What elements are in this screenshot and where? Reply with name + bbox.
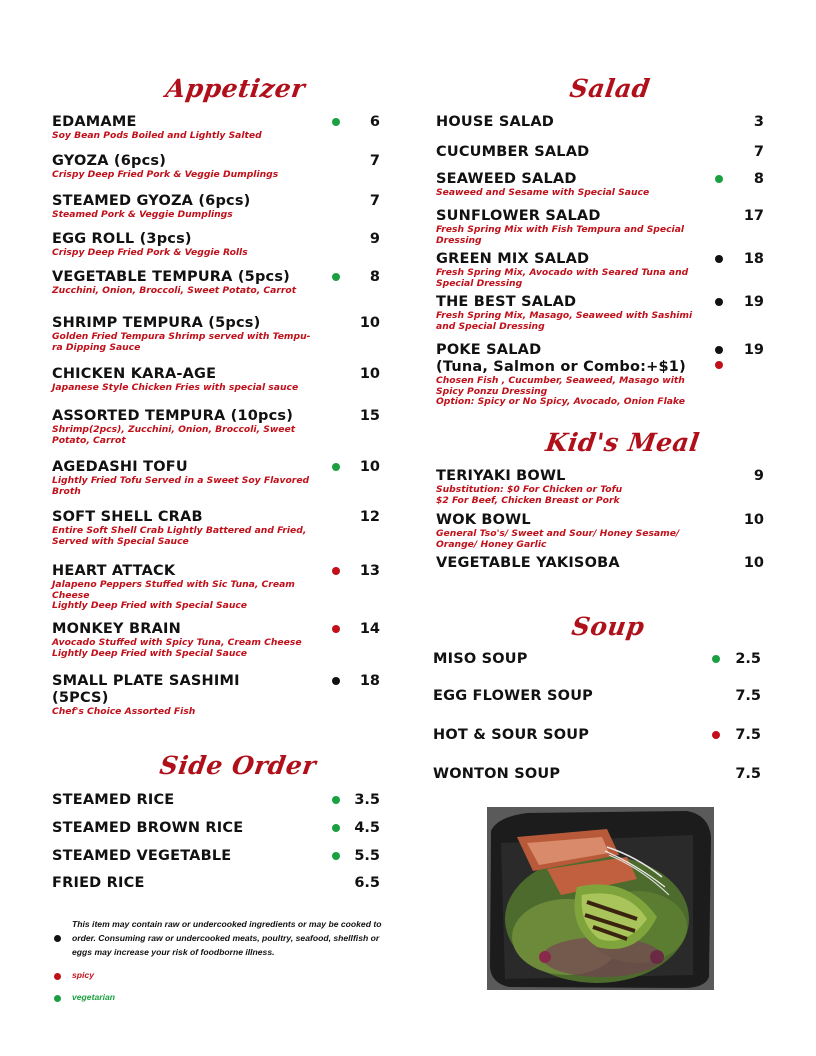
vegetarian-marker-icon <box>332 273 340 281</box>
item-name: THE BEST SALAD <box>436 294 577 310</box>
raw-marker-icon <box>715 255 723 263</box>
raw-marker-icon <box>332 677 340 685</box>
item-price: 8 <box>753 171 764 187</box>
item-price: 7 <box>753 144 764 160</box>
item-price: 7.5 <box>735 727 761 743</box>
item-price: 7 <box>369 193 380 209</box>
menu-item <box>52 673 322 718</box>
menu-item <box>436 171 706 199</box>
menu-item <box>52 848 231 865</box>
item-name: STEAMED GYOZA (6pcs) <box>52 193 251 209</box>
menu-item <box>433 766 560 783</box>
vegetarian-marker-icon <box>332 118 340 126</box>
menu-item <box>52 193 342 221</box>
menu-item <box>436 555 716 572</box>
item-description: Substitution: $0 For Chicken or Tofu $2 For Beef, Chicken Breast or Pork <box>436 484 623 506</box>
item-price: 9 <box>753 468 764 484</box>
item-name: MISO SOUP <box>433 651 528 667</box>
item-name: SHRIMP TEMPURA (5pcs) <box>52 315 261 331</box>
item-description: Fresh Spring Mix, Avocado with Seared Tuna and Special Dressing <box>436 267 689 289</box>
item-price: 5.5 <box>354 848 380 864</box>
item-description: General Tso's/ Sweet and Sour/ Honey Sesame/ Orange/ Honey Garlic <box>436 528 680 550</box>
menu-item <box>436 294 706 332</box>
item-price: 4.5 <box>354 820 380 836</box>
menu-item <box>433 651 528 668</box>
item-name: SEAWEED SALAD <box>436 171 577 187</box>
vegetarian-marker-icon <box>332 463 340 471</box>
salad-photo-illustration <box>487 807 714 990</box>
spicy-marker-icon <box>332 567 340 575</box>
item-name: WOK BOWL <box>436 512 531 528</box>
item-name: HOUSE SALAD <box>436 114 554 130</box>
item-name: VEGETABLE YAKISOBA <box>436 555 620 571</box>
menu-item <box>433 688 593 705</box>
item-price: 13 <box>359 563 380 579</box>
item-price: 3 <box>753 114 764 130</box>
spicy-legend-label: spicy <box>72 970 94 980</box>
menu-item <box>52 153 342 181</box>
raw-legend-icon <box>54 935 61 942</box>
item-name: GREEN MIX SALAD <box>436 251 590 267</box>
item-price: 10 <box>359 366 380 382</box>
item-price: 12 <box>359 509 380 525</box>
item-price: 18 <box>743 251 764 267</box>
item-price: 9 <box>369 231 380 247</box>
item-name: SUNFLOWER SALAD <box>436 208 601 224</box>
item-name: FRIED RICE <box>52 875 145 891</box>
menu-item <box>436 468 716 506</box>
item-price: 10 <box>743 512 764 528</box>
vegetarian-legend-label: vegetarian <box>72 992 115 1002</box>
item-name: STEAMED VEGETABLE <box>52 848 232 864</box>
menu-item <box>52 408 342 446</box>
item-description: Avocado Stuffed with Spicy Tuna, Cream Cheese Lightly Deep Fried with Special Sauce <box>52 637 302 659</box>
item-price: 3.5 <box>354 792 380 808</box>
item-price: 18 <box>359 673 380 689</box>
item-name: TERIYAKI BOWL <box>436 468 566 484</box>
item-description: Zucchini, Onion, Broccoli, Sweet Potato, Carrot <box>52 285 297 296</box>
item-name: HOT & SOUR SOUP <box>433 727 590 743</box>
item-price: 7.5 <box>735 766 761 782</box>
item-price: 6.5 <box>354 875 380 891</box>
item-name: WONTON SOUP <box>433 766 561 782</box>
item-description: Steamed Pork & Veggie Dumplings <box>52 209 233 220</box>
item-price: 7.5 <box>735 688 761 704</box>
menu-item <box>52 231 342 259</box>
raw-marker-icon <box>715 346 723 354</box>
salad-title: Salad <box>567 74 652 103</box>
item-price: 8 <box>369 269 380 285</box>
menu-item <box>52 875 145 892</box>
item-name: EGG FLOWER SOUP <box>433 688 593 704</box>
menu-item <box>52 269 342 297</box>
item-name: ASSORTED TEMPURA (10pcs) <box>52 408 294 424</box>
item-description: Japanese Style Chicken Fries with special sauce <box>52 382 299 393</box>
menu-item <box>52 315 342 353</box>
menu-item <box>436 114 706 131</box>
menu-item <box>52 114 342 142</box>
item-description: Lightly Fried Tofu Served in a Sweet Soy Flavored Broth <box>52 475 310 497</box>
menu-item <box>52 366 342 394</box>
item-name: STEAMED RICE <box>52 792 175 808</box>
item-name: AGEDASHI TOFU <box>52 459 188 475</box>
item-price: 6 <box>369 114 380 130</box>
soup-title: Soup <box>569 612 647 641</box>
item-price: 7 <box>369 153 380 169</box>
item-name: EDAMAME <box>52 114 137 130</box>
vegetarian-marker-icon <box>715 175 723 183</box>
appetizer-title: Appetizer <box>163 74 308 103</box>
item-price: 19 <box>743 342 764 358</box>
menu-item <box>52 621 342 659</box>
item-description: Chef's Choice Assorted Fish <box>52 706 196 717</box>
item-name: SOFT SHELL CRAB <box>52 509 203 525</box>
item-name: EGG ROLL (3pcs) <box>52 231 192 247</box>
menu-item <box>436 251 706 289</box>
menu-item <box>436 512 716 550</box>
item-price: 10 <box>359 315 380 331</box>
item-name: GYOZA (6pcs) <box>52 153 167 169</box>
spicy-marker-icon <box>332 625 340 633</box>
item-price: 10 <box>359 459 380 475</box>
item-description: Chosen Fish , Cucumber, Seaweed, Masago with Spicy Ponzu Dressing Option: Spicy or No Spicy, Avocado, Onion Flake <box>436 375 685 407</box>
side-order-title: Side Order <box>157 751 319 780</box>
item-name: HEART ATTACK <box>52 563 176 579</box>
raw-warning-note: This item may contain raw or undercooked ingredients or may be cooked to order. Consuming raw or undercooked meats, poultry, seafood, shellfish or eggs may increase your risk of foodborne illness. <box>72 919 382 957</box>
menu-item <box>436 208 706 246</box>
item-description: Fresh Spring Mix, Masago, Seaweed with Sashimi and Special Dressing <box>436 310 693 332</box>
menu-item <box>433 727 589 744</box>
item-description: Crispy Deep Fried Pork & Veggie Dumplings <box>52 169 279 180</box>
menu-item <box>52 509 342 547</box>
item-name: CUCUMBER SALAD <box>436 144 590 160</box>
menu-item <box>52 792 174 809</box>
item-description: Fresh Spring Mix with Fish Tempura and Special Dressing <box>436 224 685 246</box>
item-name: VEGETABLE TEMPURA (5pcs) <box>52 269 290 285</box>
item-description: Seaweed and Sesame with Special Sauce <box>436 187 650 198</box>
item-price: 17 <box>743 208 764 224</box>
raw-marker-icon <box>715 298 723 306</box>
item-name: POKE SALAD (Tuna, Salmon or Combo:+$1) <box>436 342 686 375</box>
item-description: Jalapeno Peppers Stuffed with Sic Tuna, Cream Cheese Lightly Deep Fried with Special Sauce <box>52 579 295 611</box>
menu-item <box>52 563 342 612</box>
item-price: 15 <box>359 408 380 424</box>
vegetarian-legend-icon <box>54 995 61 1002</box>
item-price: 2.5 <box>735 651 761 667</box>
item-price: 10 <box>743 555 764 571</box>
item-price: 14 <box>359 621 380 637</box>
spicy-legend-icon <box>54 973 61 980</box>
item-name: SMALL PLATE SASHIMI (5PCS) <box>52 673 240 706</box>
kids-meal-title: Kid's Meal <box>543 428 702 457</box>
item-name: STEAMED BROWN RICE <box>52 820 244 836</box>
item-name: MONKEY BRAIN <box>52 621 181 637</box>
item-description: Golden Fried Tempura Shrimp served with Tempu- ra Dipping Sauce <box>52 331 311 353</box>
item-description: Entire Soft Shell Crab Lightly Battered and Fried, Served with Special Sauce <box>52 525 307 547</box>
item-price: 19 <box>743 294 764 310</box>
item-description: Soy Bean Pods Boiled and Lightly Salted <box>52 130 262 141</box>
spicy-marker-icon <box>715 361 723 369</box>
item-name: CHICKEN KARA-AGE <box>52 366 217 382</box>
item-description: Shrimp(2pcs), Zucchini, Onion, Broccoli, Sweet Potato, Carrot <box>52 424 296 446</box>
menu-item <box>436 342 711 408</box>
menu-item <box>52 820 243 837</box>
menu-item <box>436 144 706 161</box>
item-description: Crispy Deep Fried Pork & Veggie Rolls <box>52 247 248 258</box>
seared-tuna-salad-photo <box>487 807 714 990</box>
menu-item <box>52 459 342 497</box>
